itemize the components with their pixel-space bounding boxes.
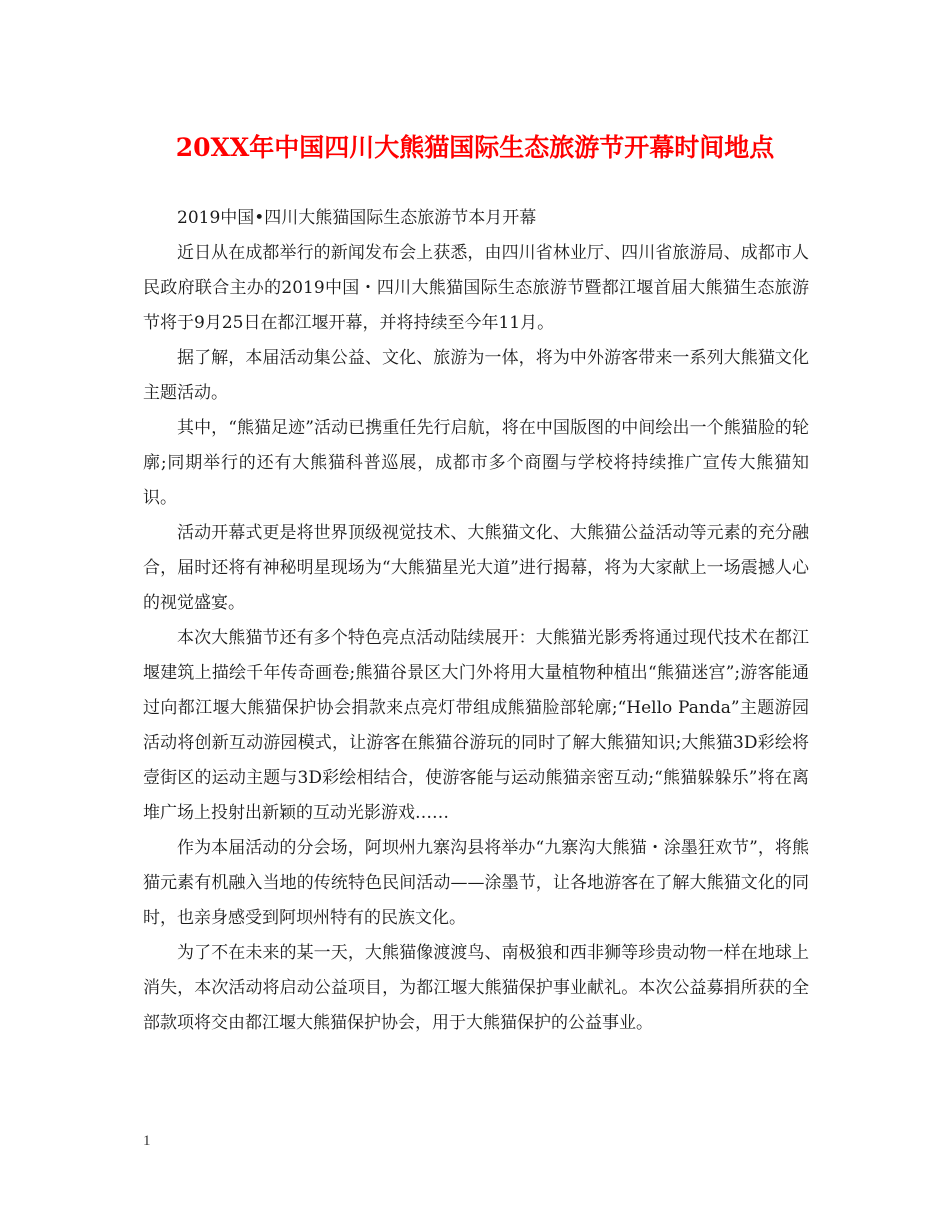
paragraph: 2019中国•四川大熊猫国际生态旅游节本月开幕 [177, 208, 537, 228]
paragraph: 活动开幕式更是将世界顶级视觉技术、大熊猫文化、大熊猫公益活动等元素的充分融合，届时还将有神秘明星现场为“大熊猫星光大道”进行揭幕，将为大家献上一场震撼人心的视觉盛宴。 [143, 523, 809, 613]
document-title: 20XX年中国四川大熊猫国际生态旅游节开幕时间地点 [175, 133, 775, 162]
page-number: 1 [143, 1133, 151, 1149]
paragraph: 据了解，本届活动集公益、文化、旅游为一体，将为中外游客带来一系列大熊猫文化主题活动。 [143, 348, 809, 403]
paragraph: 为了不在未来的某一天，大熊猫像渡渡鸟、南极狼和西非狮等珍贵动物一样在地球上消失，本次活动将启动公益项目，为都江堰大熊猫保护事业献礼。本次公益募捐所获的全部款项将交由都江堰大熊猫保护协会，用于大熊猫保护的公益事业。 [143, 943, 809, 1033]
document-body [143, 201, 809, 1041]
paragraph: 作为本届活动的分会场，阿坝州九寨沟县将举办“九寨沟大熊猫・涂墨狂欢节”，将熊猫元素有机融入当地的传统特色民间活动——涂墨节，让各地游客在了解大熊猫文化的同时，也亲身感受到阿坝州特有的民族文化。 [143, 838, 809, 928]
paragraph: 其中，“熊猫足迹”活动已携重任先行启航，将在中国版图的中间绘出一个熊猫脸的轮廓;同期举行的还有大熊猫科普巡展，成都市多个商圈与学校将持续推广宣传大熊猫知识。 [143, 418, 809, 508]
paragraph: 近日从在成都举行的新闻发布会上获悉，由四川省林业厅、四川省旅游局、成都市人民政府联合主办的2019中国・四川大熊猫国际生态旅游节暨都江堰首届大熊猫生态旅游节将于9月25日在都江堰开幕，并将持续至今年11月。 [143, 243, 809, 333]
paragraph: 本次大熊猫节还有多个特色亮点活动陆续展开：大熊猫光影秀将通过现代技术在都江堰建筑上描绘千年传奇画卷;熊猫谷景区大门外将用大量植物种植出“熊猫迷宫”;游客能通过向都江堰大熊猫保护协会捐款来点亮灯带组成熊猫脸部轮廓;“Hello Panda”主题游园活动将创新互动游园模式，让游客在熊猫谷游玩的同时了解大熊猫知识;大熊猫3D彩绘将壹街区的运动主题与3D彩绘相结合，使游客能与运动熊猫亲密互动;“熊猫躲躲乐”将在离堆广场上投射出新颖的互动光影游戏…… [143, 628, 809, 823]
